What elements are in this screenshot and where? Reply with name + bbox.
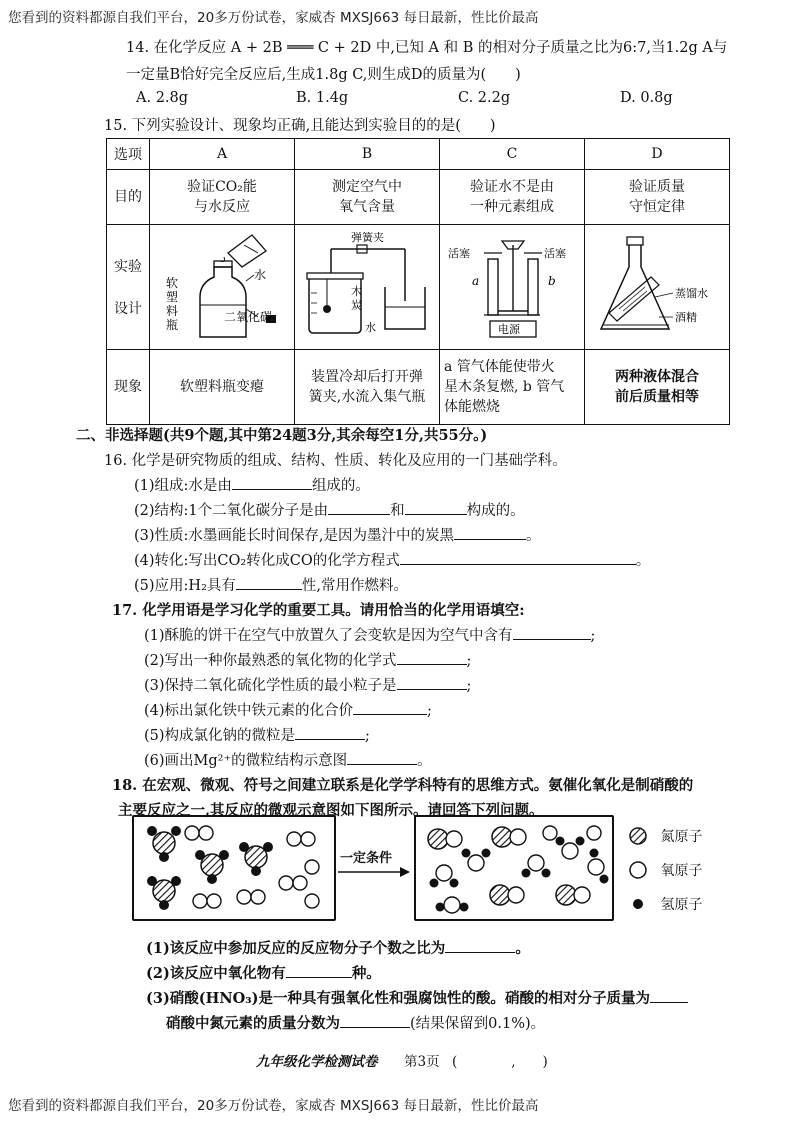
q14-option-a: A. 2.8g xyxy=(136,90,189,106)
oxygen-molecule xyxy=(287,832,315,846)
label-stopcock-right: 活塞 xyxy=(544,247,566,260)
answer-blank[interactable] xyxy=(650,988,688,1003)
answer-blank[interactable] xyxy=(454,525,526,540)
answer-blank[interactable] xyxy=(286,963,352,978)
table-header-cell: B xyxy=(295,139,440,170)
legend-oxygen: 氧原子 xyxy=(628,860,702,880)
q18-stem-line2: 主要反应之一,其反应的微观示意图如下图所示。请回答下列问题。 xyxy=(118,802,544,819)
apparatus-c xyxy=(440,225,585,350)
q17-item-3: (3)保持二氧化硫化学性质的最小粒子是 ; xyxy=(144,674,471,695)
footer-title: 九年级化学检测试卷 xyxy=(256,1054,378,1070)
q17-stem: 17. 化学用语是学习化学的重要工具。请用恰当的化学用语填空: xyxy=(112,602,525,619)
co2-bottle-illustration xyxy=(154,231,290,343)
purpose-c: 验证水不是由 一种元素组成 xyxy=(440,170,585,225)
answer-blank[interactable] xyxy=(445,938,515,953)
table-header-cell: C xyxy=(440,139,585,170)
answer-blank[interactable] xyxy=(405,500,467,515)
q16-item-4: (4)转化:写出CO₂转化成CO的化学方程式 。 xyxy=(134,549,650,570)
label-material: 料 xyxy=(166,304,179,318)
water-molecule xyxy=(430,865,459,888)
hydrogen-atom-icon xyxy=(628,894,648,914)
reaction-condition: 一定条件 xyxy=(340,851,393,866)
q17-item-1: (1)酥脆的饼干在空气中放置久了会变软是因为空气中含有 ; xyxy=(144,624,595,645)
label-wood: 木 xyxy=(351,285,362,298)
answer-blank[interactable] xyxy=(397,650,467,665)
answer-blank[interactable] xyxy=(340,1013,410,1028)
label-plastic: 塑 xyxy=(166,290,179,304)
water-molecule xyxy=(556,837,585,860)
q16-item-1: (1)组成:水是由 组成的。 xyxy=(134,474,370,495)
answer-blank[interactable] xyxy=(397,675,467,690)
ammonia-molecule xyxy=(195,850,229,884)
water-molecule xyxy=(436,897,469,913)
q17-item-6: (6)画出Mg²⁺的微粒结构示意图 。 xyxy=(144,749,432,770)
table-header-cell: 选项 xyxy=(107,139,150,170)
water-molecule xyxy=(522,855,551,878)
experiment-table xyxy=(106,138,730,425)
apparatus-a xyxy=(150,225,295,350)
label-bottle: 瓶 xyxy=(166,318,179,332)
q18-item-2: (2)该反应中氧化物有 种。 xyxy=(146,965,381,982)
oxygen-molecule xyxy=(279,876,307,890)
oxygen-molecule xyxy=(237,890,265,904)
answer-blank[interactable] xyxy=(236,575,302,590)
q17-item-2: (2)写出一种你最熟悉的氧化物的化学式 ; xyxy=(144,649,471,670)
legend-hydrogen: 氢原子 xyxy=(628,894,702,914)
nitric-oxide-molecule xyxy=(492,827,526,847)
q14-option-c: C. 2.2g xyxy=(458,90,511,106)
ammonia-molecule xyxy=(147,876,181,910)
table-header-cell: D xyxy=(585,139,730,170)
label-alcohol: 酒精 xyxy=(675,311,697,324)
purpose-label: 目的 xyxy=(107,170,150,225)
answer-blank[interactable] xyxy=(328,500,390,515)
q14-option-d: D. 0.8g xyxy=(620,90,673,106)
q14-option-b: B. 1.4g xyxy=(296,90,349,106)
watermark-top: 您看到的资料都源自我们平台，20多万份试卷，家威杏 MXSJ663 每日最新，性比价最高 xyxy=(8,10,539,26)
label-tube-b: b xyxy=(548,274,556,288)
phenomenon-label: 现象 xyxy=(107,350,150,425)
oxygen-measure-illustration xyxy=(299,231,435,343)
product-molecules xyxy=(416,817,612,919)
label-soft: 软 xyxy=(166,276,179,290)
q14-line1: 14. 在化学反应 A + 2B ═══ C + 2D 中,已知 A 和 B 的相对分子质量之比为6:7,当1.2g A与 xyxy=(126,40,728,56)
q16-item-5: (5)应用:H₂具有 性,常用作燃料。 xyxy=(134,574,408,595)
q16-item-3: (3)性质:水墨画能长时间保存,是因为墨汁中的炭黑 。 xyxy=(134,524,541,545)
water-molecule xyxy=(462,849,491,872)
phenomenon-b: 装置冷却后打开弹 簧夹,水流入集气瓶 xyxy=(295,350,440,425)
page-number: 第3页 xyxy=(404,1054,440,1070)
table-row-design xyxy=(107,225,730,350)
reactants-box xyxy=(132,815,336,921)
oxygen-atom-icon xyxy=(628,860,648,880)
label-water-b: 水 xyxy=(365,321,376,334)
purpose-b: 测定空气中 氧气含量 xyxy=(295,170,440,225)
q17-item-4: (4)标出氯化铁中铁元素的化合价 ; xyxy=(144,699,432,720)
mass-conservation-illustration xyxy=(589,231,725,343)
oxygen-molecule xyxy=(543,826,601,840)
q17-item-5: (5)构成氯化钠的微粒是 ; xyxy=(144,724,370,745)
purpose-a: 验证CO₂能 与水反应 xyxy=(150,170,295,225)
apparatus-b xyxy=(295,225,440,350)
nitrogen-atom-icon xyxy=(628,826,648,846)
section2-title: 二、非选择题(共9个题,其中第24题3分,其余每空1分,共55分。) xyxy=(76,427,488,444)
table-header-cell: A xyxy=(150,139,295,170)
ammonia-molecule xyxy=(147,826,181,862)
q15-stem: 15. 下列实验设计、现象均正确,且能达到实验目的的是( ) xyxy=(104,118,496,134)
label-charcoal: 炭 xyxy=(351,299,362,312)
answer-blank[interactable] xyxy=(400,550,636,565)
label-distilled-water: 蒸馏水 xyxy=(675,287,708,300)
nitric-oxide-molecule xyxy=(556,885,590,905)
phenomenon-a: 软塑料瓶变瘪 xyxy=(150,350,295,425)
ammonia-molecule xyxy=(239,842,273,876)
oxygen-molecule xyxy=(185,826,213,840)
q18-item-3-cont: 硝酸中氮元素的质量分数为 (结果保留到0.1%)。 xyxy=(166,1015,546,1032)
q16-item-2: (2)结构:1个二氧化碳分子是由 和 构成的。 xyxy=(134,499,525,520)
answer-blank[interactable] xyxy=(347,750,417,765)
q14-line2: 一定量B恰好完全反应后,生成1.8g C,则生成D的质量为( ) xyxy=(126,67,521,83)
q18-item-1: (1)该反应中参加反应的反应物分子个数之比为 。 xyxy=(146,940,530,957)
q18-stem-line1: 18. 在宏观、微观、符号之间建立联系是化学学科特有的思维方式。氨催化氧化是制硝酸的 xyxy=(112,777,694,794)
q18-item-3: (3)硝酸(HNO₃)是一种具有强氧化性和强腐蚀性的酸。硝酸的相对分子质量为 xyxy=(146,987,688,1008)
answer-blank[interactable] xyxy=(295,725,365,740)
table-header-row xyxy=(107,139,730,170)
label-tube-a: a xyxy=(472,274,480,288)
watermark-bottom: 您看到的资料都源自我们平台，20多万份试卷，家威杏 MXSJ663 每日最新，性比价最高 xyxy=(8,1098,539,1114)
oxygen-molecule xyxy=(193,894,221,908)
label-water: 水 xyxy=(254,268,267,282)
label-co2: 二氧化碳 xyxy=(224,310,273,324)
phenomenon-c: a 管气体能使带火 星木条复燃, b 管气 体能燃烧 xyxy=(440,350,585,425)
phenomenon-d: 两种液体混合 前后质量相等 xyxy=(585,350,730,425)
nitric-oxide-molecule xyxy=(490,885,524,905)
q16-stem: 16. 化学是研究物质的组成、结构、性质、转化及应用的一门基础学科。 xyxy=(104,453,567,469)
apparatus-d xyxy=(585,225,730,350)
electrolysis-illustration xyxy=(444,231,580,343)
water-molecule xyxy=(588,849,609,884)
label-power: 电源 xyxy=(498,323,520,336)
table-row-purpose xyxy=(107,170,730,225)
products-box xyxy=(414,815,614,921)
footer-paren: ( , ) xyxy=(452,1054,548,1070)
design-label: 实验 设计 xyxy=(107,225,150,350)
answer-blank[interactable] xyxy=(232,475,312,490)
label-stopcock-left: 活塞 xyxy=(448,247,470,260)
answer-blank[interactable] xyxy=(353,700,427,715)
label-spring-clip: 弹簧夹 xyxy=(351,231,384,244)
purpose-d: 验证质量 守恒定律 xyxy=(585,170,730,225)
table-row-phenomenon xyxy=(107,350,730,425)
reactant-molecules xyxy=(134,817,334,919)
legend-nitrogen: 氮原子 xyxy=(628,826,702,846)
nitric-oxide-molecule xyxy=(428,829,462,849)
answer-blank[interactable] xyxy=(513,625,591,640)
